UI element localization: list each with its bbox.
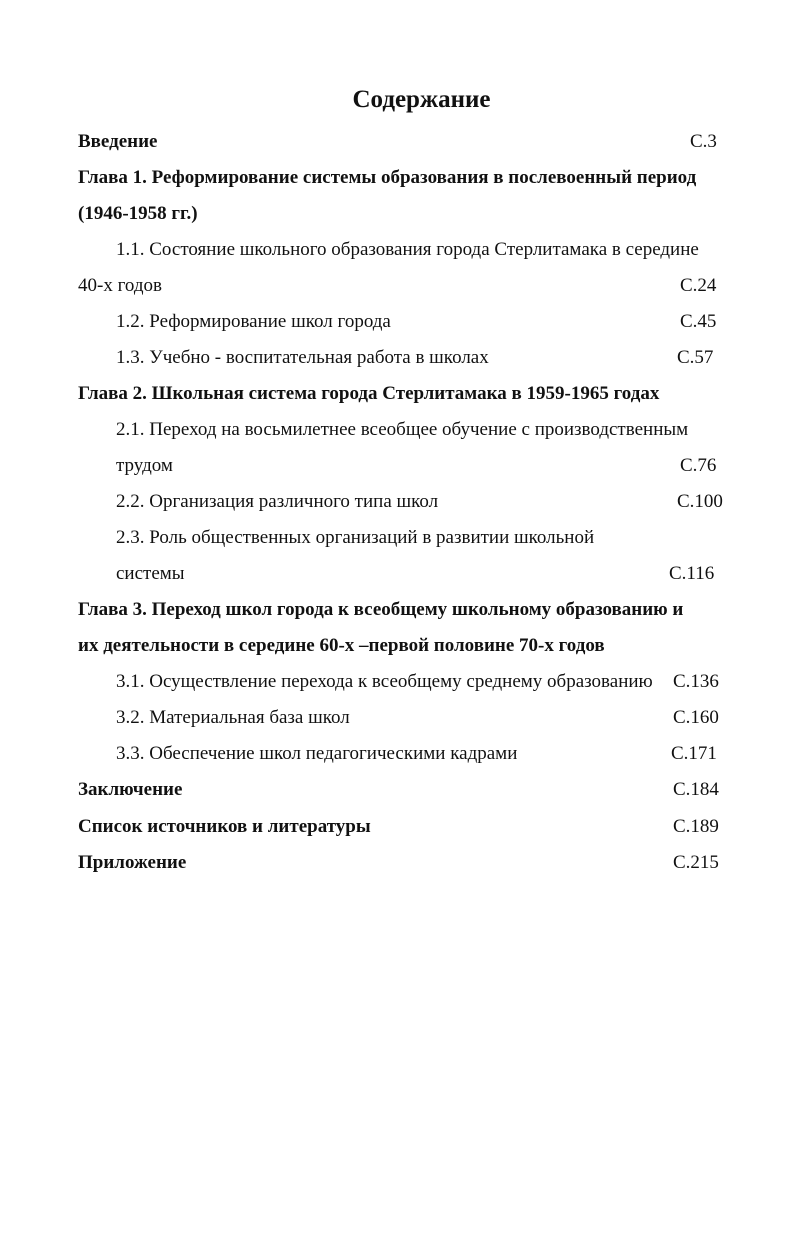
toc-page-number: С.100 [677, 491, 723, 512]
toc-section-3-2: 3.2. Материальная база школ [116, 707, 350, 728]
toc-section-1-2: 1.2. Реформирование школ города [116, 311, 391, 332]
toc-entry-introduction: Введение [78, 131, 158, 152]
toc-chapter-2-title: Глава 2. Школьная система города Стерлитамака в 1959-1965 годах [78, 383, 660, 404]
toc-page-number: С.215 [673, 852, 719, 873]
toc-page-number: С.3 [690, 131, 717, 152]
toc-entry-bibliography: Список источников и литературы [78, 816, 371, 837]
toc-page-number: С.57 [677, 347, 714, 368]
toc-section-3-3: 3.3. Обеспечение школ педагогическими кадрами [116, 743, 518, 764]
toc-page-number: С.136 [673, 671, 719, 692]
toc-page-number: С.45 [680, 311, 717, 332]
toc-section-1-1: 1.1. Состояние школьного образования города Стерлитамака в середине [116, 239, 699, 260]
toc-page-number: С.189 [673, 816, 719, 837]
toc-section-2-1-continued: трудом [116, 455, 173, 476]
toc-chapter-3-title-continued: их деятельности в середине 60-х –первой половине 70-х годов [78, 635, 605, 656]
toc-page-number: С.171 [671, 743, 717, 764]
toc-section-1-3: 1.3. Учебно - воспитательная работа в школах [116, 347, 489, 368]
toc-section-1-1-continued: 40-х годов [78, 275, 162, 296]
toc-chapter-3-title: Глава 3. Переход школ города к всеобщему школьному образованию и [78, 599, 684, 620]
toc-entry-appendix: Приложение [78, 852, 187, 873]
toc-page-number: С.160 [673, 707, 719, 728]
toc-page-number: С.116 [669, 563, 715, 584]
toc-chapter-1-title-continued: (1946-1958 гг.) [78, 203, 198, 224]
toc-section-2-3: 2.3. Роль общественных организаций в развитии школьной [116, 527, 595, 548]
toc-page-number: С.24 [680, 275, 717, 296]
toc-section-3-1: 3.1. Осуществление перехода к всеобщему среднему образованию [116, 671, 653, 692]
toc-page-number: С.184 [673, 779, 719, 800]
toc-chapter-1-title: Глава 1. Реформирование системы образования в послевоенный период [78, 167, 697, 188]
toc-section-2-2: 2.2. Организация различного типа школ [116, 491, 439, 512]
toc-section-2-1: 2.1. Переход на восьмилетнее всеобщее обучение с производственным [116, 419, 689, 440]
toc-entry-conclusion: Заключение [78, 779, 183, 800]
page-title: Содержание [352, 86, 491, 113]
toc-page-number: С.76 [680, 455, 717, 476]
toc-section-2-3-continued: системы [116, 563, 185, 584]
